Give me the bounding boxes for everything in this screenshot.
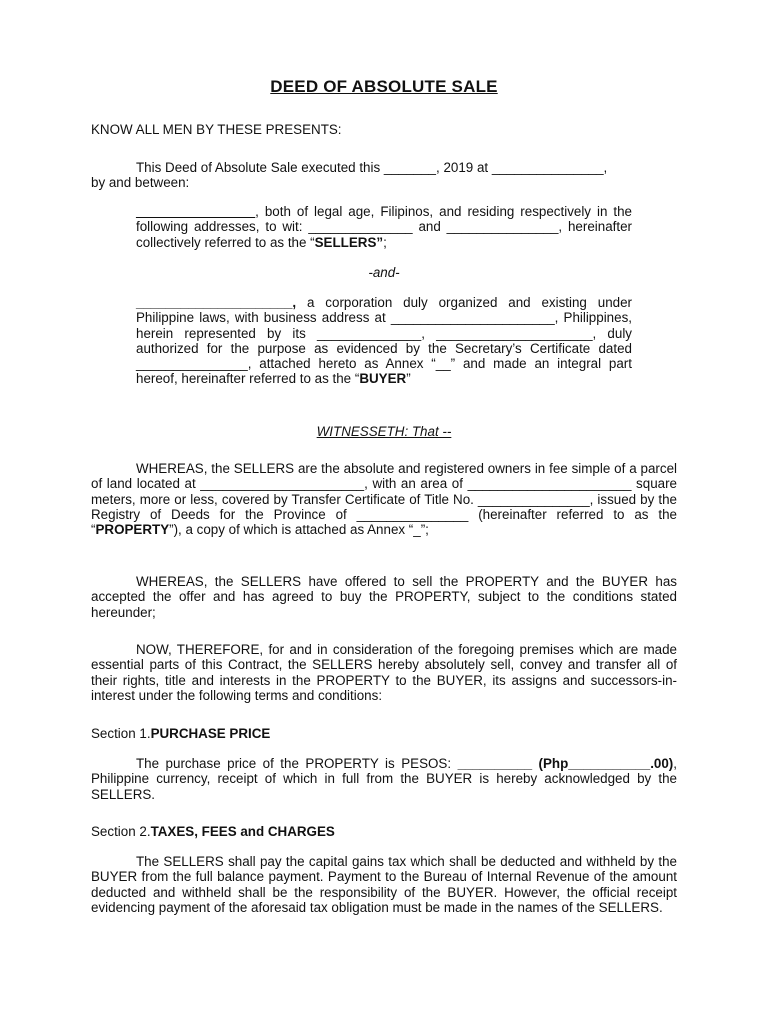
section-2-paragraph xyxy=(91,854,677,915)
intro-line-2: by and between: xyxy=(91,175,190,191)
sellers-description: , both of legal age, Filipinos, and residing respectively in the following addresses, to wit: ______________ and _______________, hereinafter collectively referred to as the “ xyxy=(136,204,632,250)
sellers-name-blank: ________________ xyxy=(136,204,256,219)
section-2-prefix: Section 2. xyxy=(91,824,151,839)
section-2-title: TAXES, FEES and CHARGES xyxy=(150,824,335,839)
sellers-paragraph xyxy=(136,204,632,250)
section-2-heading xyxy=(91,824,677,839)
section-1-body: The purchase price of the PROPERTY is PESOS: xyxy=(136,756,458,771)
whereas-1-text xyxy=(91,461,677,537)
buyer-paragraph xyxy=(136,295,632,387)
opening-line: KNOW ALL MEN BY THESE PRESENTS: xyxy=(91,122,342,137)
section-2-text: The SELLERS shall pay the capital gains tax which shall be deducted and withheld by the BUYER from the full balance payment. Payment to the Bureau of Internal Revenue of the amount deducted and withheld shall be the responsibility of the BUYER. However, the official receipt evidencing payment of the aforesaid tax obligation must be made in the names of the SELLERS. xyxy=(91,854,677,915)
sellers-text xyxy=(136,204,632,250)
section-1-prefix: Section 1. xyxy=(91,726,151,741)
now-therefore-paragraph xyxy=(91,642,677,703)
whereas-2-text: WHEREAS, the SELLERS have offered to sell the PROPERTY and the BUYER has accepted the offer and has agreed to buy the PROPERTY, subject to the conditions stated hereunder; xyxy=(91,574,677,620)
intro-line-1: This Deed of Absolute Sale executed this _______, 2019 at _______________, xyxy=(136,160,608,175)
section-1-heading xyxy=(91,726,677,741)
buyer-description: a corporation duly organized and existing under Philippine laws, with business address at ______________________, Philippines, herein represented by its ______________, _____________________, duly authorized for the purpose as evidenced by the Secretary’s Certificate dated _______________, attached hereto as Annex “__” and made an integral part hereof, hereinafter referred to as the “ xyxy=(136,295,632,387)
sellers-label: SELLERS” xyxy=(314,234,384,250)
whereas-1-body: WHEREAS, the SELLERS are the absolute and registered owners in fee simple of a parcel of land located at ______________________, with an area of ______________________ square meters, more or less, covered by Transfer Certificate of Title No. _______________, issued by the Registry of Deeds for the Province of _______________ (hereinafter referred to as the “ xyxy=(91,461,677,538)
whereas-1-end: ”), a copy of which is attached as Annex “_”; xyxy=(169,522,429,538)
buyer-name-blank: _____________________, xyxy=(136,295,297,310)
intro-paragraph xyxy=(91,160,677,191)
sellers-end: ; xyxy=(383,234,387,250)
buyer-label: BUYER xyxy=(359,371,407,387)
witnesseth-heading: WITNESSETH: That -- xyxy=(316,424,452,439)
section-1-paragraph xyxy=(91,756,677,802)
section-1-text xyxy=(91,756,677,802)
section-1-title: PURCHASE PRICE xyxy=(150,726,271,741)
document-title: DEED OF ABSOLUTE SALE xyxy=(270,77,498,96)
whereas-paragraph-1 xyxy=(91,461,677,537)
now-therefore-text: NOW, THEREFORE, for and in consideration of the foregoing premises which are made essential parts of this Contract, the SELLERS hereby absolutely sell, convey and transfer all of their rights, title and interests in the PROPERTY to the BUYER, its assigns and successors-in-interest under the following terms and conditions: xyxy=(91,642,677,703)
and-separator: -and- xyxy=(368,265,400,280)
whereas-paragraph-2 xyxy=(91,574,677,620)
buyer-end: ” xyxy=(406,371,411,387)
buyer-text xyxy=(136,295,632,387)
section-1-end: , Philippine currency, receipt of which in full from the BUYER is hereby acknowledged by the SELLERS. xyxy=(91,756,677,802)
price-blank: __________ (Php___________.00) xyxy=(457,756,674,771)
property-label: PROPERTY xyxy=(95,522,170,538)
